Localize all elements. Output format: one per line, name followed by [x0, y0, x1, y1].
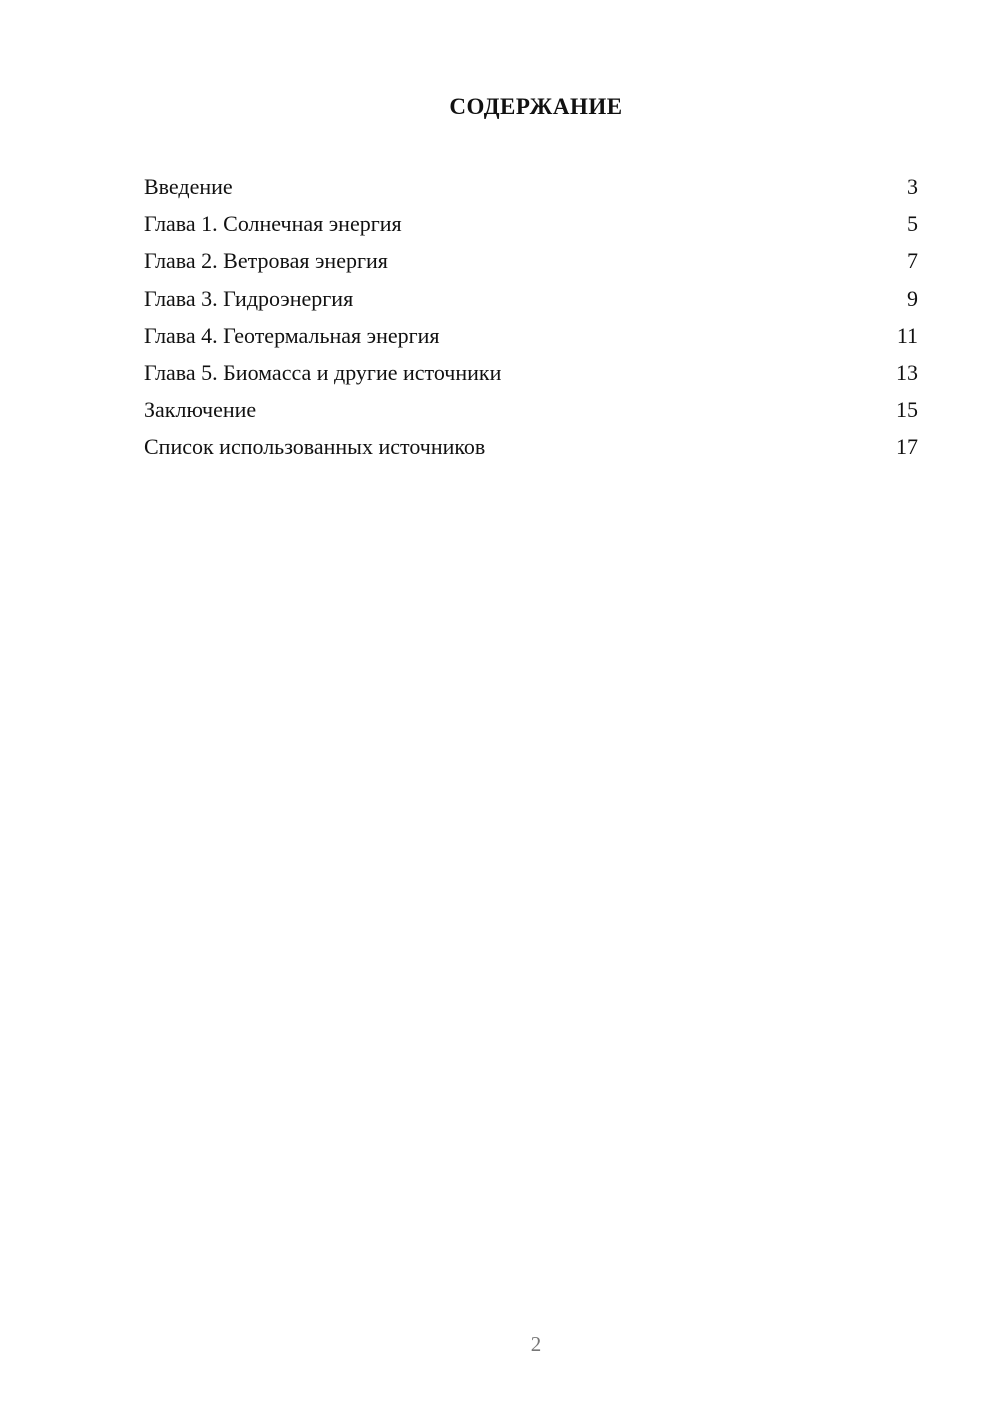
toc-entry-page: 7 [907, 248, 918, 274]
toc-entry-label: Введение [144, 174, 233, 199]
toc-entry [144, 428, 918, 465]
toc-entry-label: Заключение [144, 397, 257, 423]
toc-entry-page: 9 [907, 285, 918, 311]
page-number: 2 [530, 1332, 542, 1356]
toc-entry-page: 17 [896, 434, 918, 460]
page-title: СОДЕРЖАНИЕ [449, 94, 623, 119]
toc-entry-page: 5 [907, 211, 918, 237]
toc-entry-label: Глава 2. Ветровая энергия [144, 248, 388, 274]
toc-entry-label: Глава 5. Биомасса и другие источники [144, 359, 502, 385]
toc-entry [144, 280, 918, 317]
toc-entry [144, 242, 918, 279]
toc-entry-label: Глава 3. Гидроэнергия [144, 285, 354, 311]
toc-entry-label: Глава 4. Геотермальная энергия [144, 322, 440, 348]
toc-entry [144, 354, 918, 391]
toc-entry [144, 391, 918, 428]
toc-entry-label: Глава 1. Солнечная энергия [144, 211, 402, 237]
toc-entry-page: 3 [907, 174, 918, 199]
toc-entry [144, 168, 918, 205]
toc-entry [144, 205, 918, 242]
toc-entry [144, 317, 918, 354]
table-of-contents [144, 168, 918, 466]
toc-entry-page: 13 [896, 359, 918, 385]
toc-entry-label: Список использованных источников [144, 434, 486, 460]
toc-entry-page: 11 [896, 322, 918, 348]
toc-entry-page: 15 [896, 397, 918, 423]
